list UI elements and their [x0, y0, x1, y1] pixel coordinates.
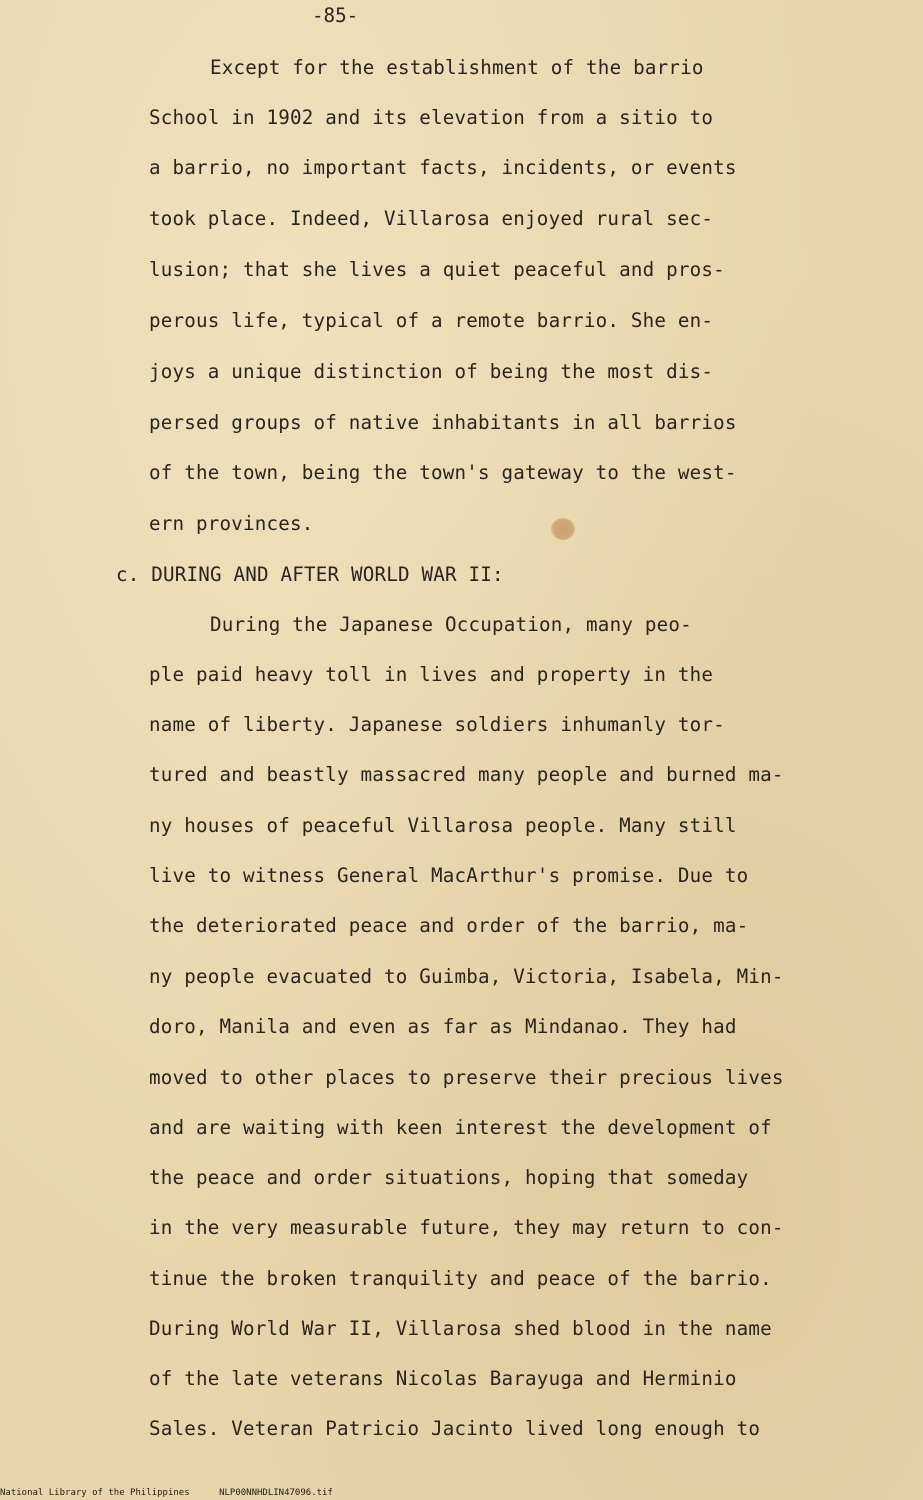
- text-line: moved to other places to preserve their precious lives: [149, 1066, 784, 1089]
- footer-library: National Library of the Philippines: [0, 1488, 190, 1498]
- text-line: During the Japanese Occupation, many peo-: [210, 613, 692, 636]
- text-line: persed groups of native inhabitants in all barrios: [149, 411, 737, 434]
- text-line: ny houses of peaceful Villarosa people. Many still: [149, 814, 737, 837]
- section-heading: c. DURING AND AFTER WORLD WAR II:: [116, 563, 504, 586]
- text-line: lusion; that she lives a quiet peaceful and pros-: [149, 258, 725, 281]
- text-line: tinue the broken tranquility and peace of the barrio.: [149, 1267, 772, 1290]
- text-line: a barrio, no important facts, incidents, or events: [149, 156, 737, 179]
- page-number: -85-: [312, 4, 359, 27]
- text-line: the peace and order situations, hoping that someday: [149, 1166, 749, 1189]
- text-line: During World War II, Villarosa shed blood in the name: [149, 1317, 772, 1340]
- ink-stain: [551, 518, 575, 540]
- text-line: tured and beastly massacred many people and burned ma-: [149, 763, 784, 786]
- text-line: live to witness General MacArthur's promise. Due to: [149, 864, 749, 887]
- text-line: in the very measurable future, they may return to con-: [149, 1216, 784, 1239]
- text-line: the deteriorated peace and order of the barrio, ma-: [149, 914, 749, 937]
- text-line: ny people evacuated to Guimba, Victoria, Isabela, Min-: [149, 965, 784, 988]
- text-line: ple paid heavy toll in lives and property in the: [149, 663, 714, 686]
- text-line: of the late veterans Nicolas Barayuga and Herminio: [149, 1367, 737, 1390]
- text-line: joys a unique distinction of being the most dis-: [149, 360, 714, 383]
- scan-footer: [0, 1488, 357, 1499]
- text-line: Except for the establishment of the barrio: [210, 56, 704, 79]
- text-line: doro, Manila and even as far as Mindanao. They had: [149, 1015, 737, 1038]
- text-line: name of liberty. Japanese soldiers inhumanly tor-: [149, 713, 725, 736]
- text-line: of the town, being the town's gateway to the west-: [149, 461, 737, 484]
- text-line: ern provinces.: [149, 512, 314, 535]
- footer-file-id: NLP00NNHDLIN47096.tif: [219, 1488, 333, 1498]
- text-line: and are waiting with keen interest the development of: [149, 1116, 772, 1139]
- text-line: perous life, typical of a remote barrio. She en-: [149, 309, 714, 332]
- text-line: Sales. Veteran Patricio Jacinto lived long enough to: [149, 1417, 761, 1440]
- text-line: took place. Indeed, Villarosa enjoyed rural sec-: [149, 207, 714, 230]
- text-line: School in 1902 and its elevation from a sitio to: [149, 106, 714, 129]
